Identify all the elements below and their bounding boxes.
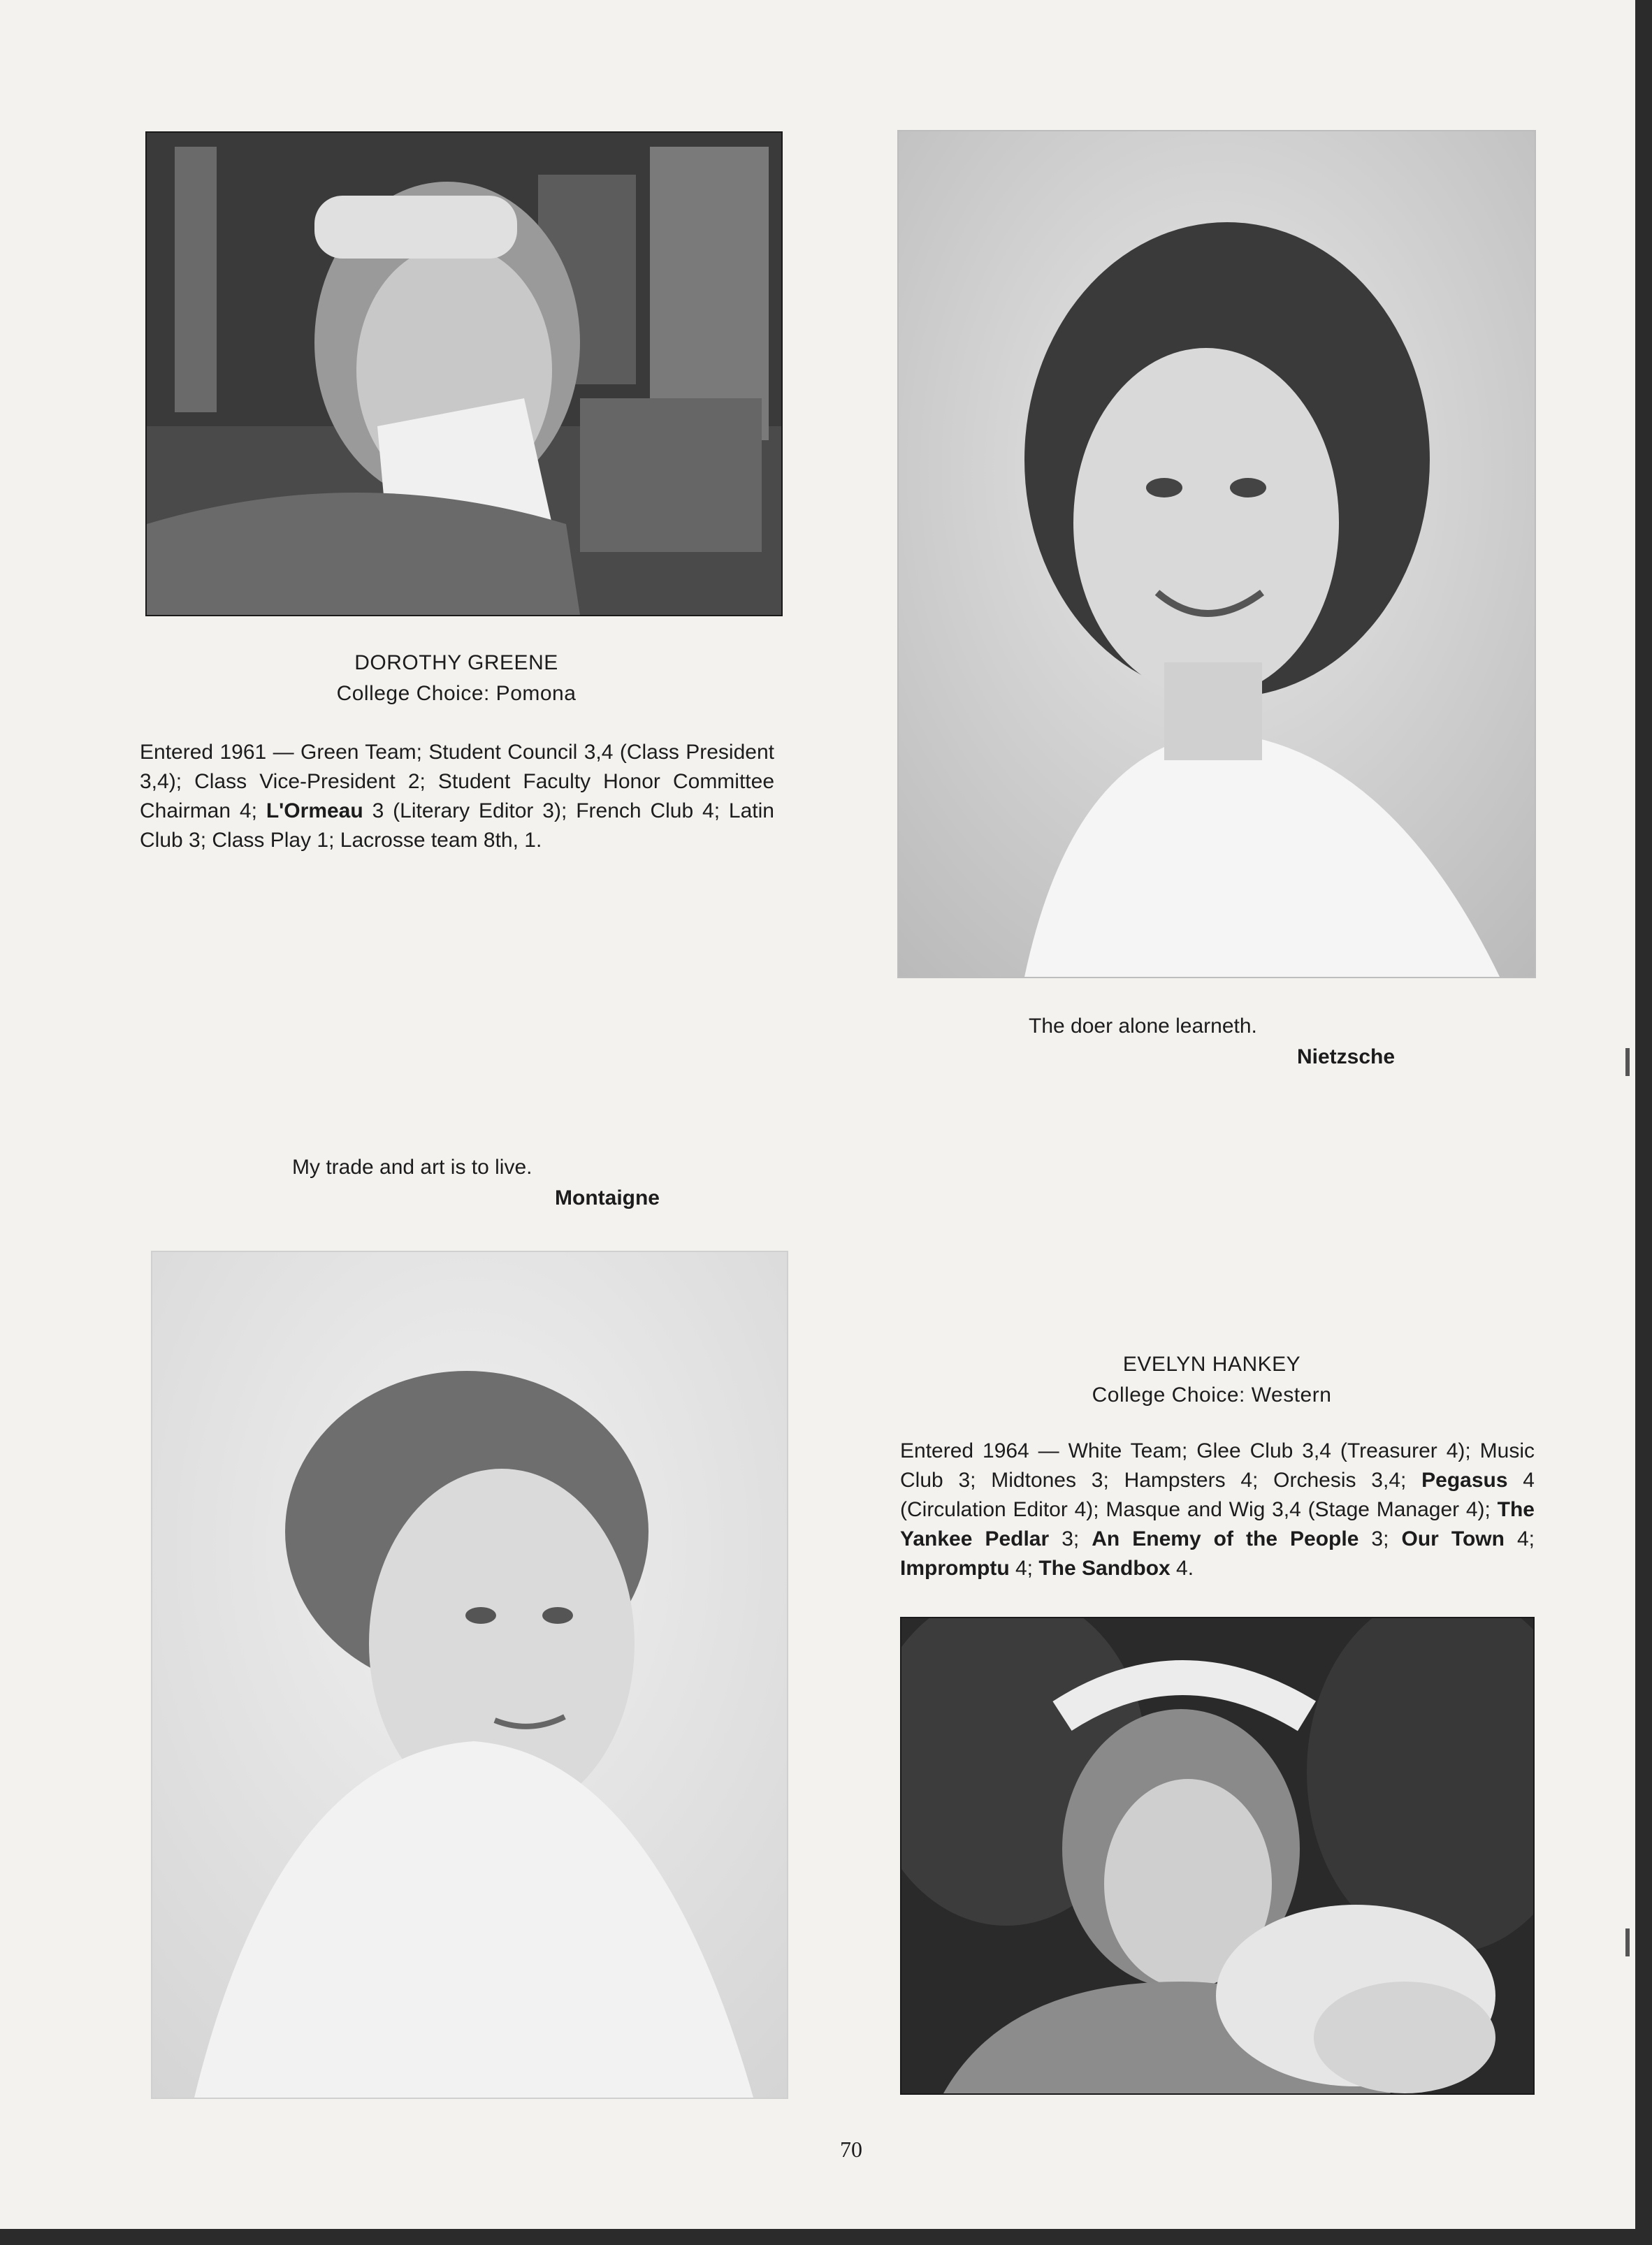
quote-author: Nietzsche bbox=[1297, 1045, 1396, 1068]
bio-text-segment: 3 (Literary Editor 3); French Club 4; Latin Club 3; Class Play 1; Lacrosse team 8th, 1. bbox=[140, 799, 774, 852]
quote-author: Montaigne bbox=[555, 1186, 660, 1209]
bio-text-segment: 4. bbox=[1170, 1557, 1194, 1580]
bio-text-segment: Entered 1964 — White Team; Glee Club 3,4 (Treasurer 4); Music Club 3; Midtones 3; Hampsters 4; Orchesis 3,4; bbox=[900, 1439, 1535, 1492]
bio-text-segment: 3; bbox=[1358, 1527, 1402, 1550]
bio-title-segment: Pegasus bbox=[1421, 1469, 1508, 1492]
bio-title-segment: An Enemy of the People bbox=[1092, 1527, 1359, 1550]
college-choice: College Choice: Pomona bbox=[336, 682, 577, 705]
bio-text-segment: Entered 1961 — Green Team; Student Council 3,4 (Class President 3,4); Class Vice-President 2; Student Faculty Honor Committee Chairman 4; bbox=[140, 741, 774, 822]
student-bio bbox=[900, 1437, 1535, 1583]
portrait-photo-evelyn-hankey bbox=[151, 1251, 788, 2099]
candid-photo-evelyn-hankey bbox=[900, 1617, 1535, 2095]
bio-title-segment: The Yankee Pedlar bbox=[900, 1498, 1535, 1550]
binding-mark bbox=[1625, 1048, 1630, 1076]
college-choice: College Choice: Western bbox=[1092, 1383, 1332, 1407]
student-bio bbox=[140, 738, 774, 855]
student-name: EVELYN HANKEY bbox=[1122, 1353, 1301, 1376]
binding-mark bbox=[1625, 1928, 1630, 1956]
candid-photo-dorothy-greene bbox=[145, 131, 783, 616]
student-name: DOROTHY GREENE bbox=[354, 651, 558, 674]
bio-text-segment: 4; bbox=[1504, 1527, 1535, 1550]
page-number: 70 bbox=[840, 2137, 862, 2162]
bio-title-segment: Our Town bbox=[1401, 1527, 1505, 1550]
bio-text-segment: 4 (Circulation Editor 4); Masque and Wig 3,4 (Stage Manager 4); bbox=[900, 1469, 1535, 1521]
bio-title-segment: Impromptu bbox=[900, 1557, 1010, 1580]
bio-title-segment: The Sandbox bbox=[1038, 1557, 1171, 1580]
bio-title-segment: L'Ormeau bbox=[266, 799, 363, 822]
bio-text-segment: 4; bbox=[1009, 1557, 1039, 1580]
senior-quote: The doer alone learneth. bbox=[1029, 1015, 1257, 1038]
portrait-photo-dorothy-greene bbox=[897, 130, 1536, 978]
bio-text-segment: 3; bbox=[1049, 1527, 1092, 1550]
senior-quote: My trade and art is to live. bbox=[292, 1156, 532, 1179]
